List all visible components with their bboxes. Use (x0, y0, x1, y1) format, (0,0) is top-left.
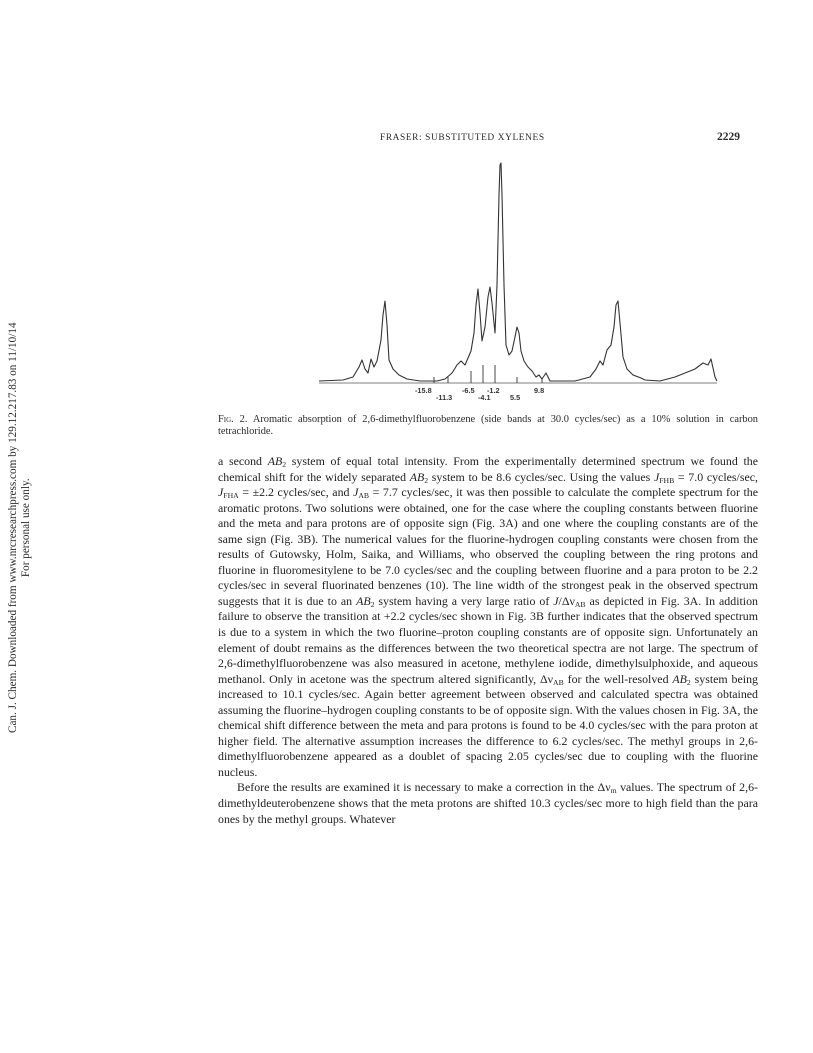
text-run: system having a very large ratio of (374, 593, 554, 608)
body-paragraph (218, 454, 758, 780)
text-run: AB (409, 469, 425, 484)
page-number: 2229 (717, 131, 740, 143)
text-run: AB (574, 599, 586, 609)
text-run: AB (267, 454, 283, 468)
download-watermark (7, 322, 33, 733)
tick-label: 5.5 (510, 393, 521, 402)
text-run: 2 (370, 599, 375, 609)
text-run: 2 (282, 459, 287, 469)
figure-caption-text: Aromatic absorption of 2,6-dimethylfluorobenzene (side bands at 30.0 cycles/sec) as a 10% solution in carbon tetrachloride. (218, 414, 758, 437)
nmr-spectrum-figure (315, 155, 765, 405)
text-run: FHA (223, 491, 239, 501)
text-run: system to be 8.6 cycles/sec. Using the values (428, 469, 654, 484)
text-run: values. The spectrum of 2,6-dimethyldeuterobenzene shows that the meta protons are shifted 10.3 cycles/sec more to high field than the para ones by the methyl groups. Whatever (218, 780, 758, 826)
text-run: for the well-resolved (563, 671, 673, 686)
text-run: 2 (686, 677, 691, 687)
download-notice: Can. J. Chem. Downloaded from www.nrcresearchpress.com by 129.12.217.83 on 11/10/14 (7, 322, 19, 733)
text-run: AB (672, 671, 687, 686)
personal-use-notice: For personal use only. (20, 478, 32, 578)
text-run: /Δν (558, 593, 575, 608)
text-run: = 7.0 cycles/sec, (674, 469, 758, 484)
text-run: a second (218, 454, 268, 468)
article-body (218, 454, 758, 827)
text-run: J (653, 469, 660, 484)
text-run: 2 (424, 475, 429, 485)
body-paragraph (218, 780, 758, 827)
text-run: as depicted in Fig. 3A. In addition failure to observe the transition at +2.2 cycles/sec shown in Fig. 3B further indicates that the observed spectrum is due to a system in which the two fluorine–proton coupling constants are of opposite sign. Unfortunately an element of doubt remains as the differences between the two theoretical spectra are not large. The spectrum of 2,6-dimethylfluorobenzene was also measured in acetone, methylene iodide, dimethylsulphoxide, and aqueous methanol. Only in acetone was the spectrum altered significantly, Δν (218, 593, 759, 686)
tick-label: -11.3 (436, 393, 453, 402)
text-run: AB (553, 677, 564, 687)
tick-label: 9.8 (534, 386, 545, 395)
text-run: FHB (659, 475, 675, 485)
figure-label: Fig. 2. (218, 414, 248, 425)
tick-label: -6.5 (462, 386, 475, 395)
tick-label: -1.2 (487, 386, 500, 395)
running-head: FRASER: SUBSTITUTED XYLENES (380, 133, 545, 143)
text-run: J (218, 485, 224, 500)
spectrum-trace (319, 163, 717, 381)
text-run: AB (356, 593, 371, 608)
text-run: system of equal total intensity. From the experimentally determined spectrum we found the chemical shift for the widely separated (218, 454, 758, 484)
tick-label: -4.1 (478, 393, 491, 402)
text-run: system being increased to 10.1 cycles/sec. Again better agreement between observed and calculated spectra was obtained assuming the fluorine–hydrogen coupling constants to be of opposite sign. With the values chosen in Fig. 3A, the chemical shift difference between the meta and para protons is found to be 4.0 cycles/sec with the para proton at higher field. The alternative assumption increases the difference to 6.2 cycles/sec. The methyl groups in 2,6-dimethylfluorobenzene appeared as a doublet of spacing 2.05 cycles/sec due to coupling with the fluorine nucleus. (218, 671, 758, 779)
tick-label: -15.8 (415, 386, 432, 395)
text-run: m (610, 786, 617, 796)
text-run: AB (358, 491, 370, 501)
figure-caption (218, 414, 758, 437)
text-run: = 7.7 cycles/sec, it was then possible to calculate the complete spectrum for the aromatic protons. Two solutions were obtained, one for the case where the coupling constants between fluorine and the meta and para protons are of opposite sign (Fig. 3A) and one where the coupling constants are of the same sign (Fig. 3B). The numerical values for the fluorine-hydrogen coupling constants were chosen from the results of Gutowsky, Holm, Saika, and Williams, who observed the coupling between the ring protons and fluorine in fluoromesitylene to be 7.0 cycles/sec and the coupling between fluorine and a para proton to be 2.2 cycles/sec in several fluorinated benzenes (10). The line width of the strongest peak in the observed spectrum suggests that it is due to an (218, 485, 759, 608)
text-run: Before the results are examined it is necessary to make a correction in the Δν (237, 780, 611, 795)
text-run: = ±2.2 cycles/sec, and (238, 485, 354, 500)
text-run: J (353, 485, 359, 500)
text-run: J (553, 593, 559, 608)
